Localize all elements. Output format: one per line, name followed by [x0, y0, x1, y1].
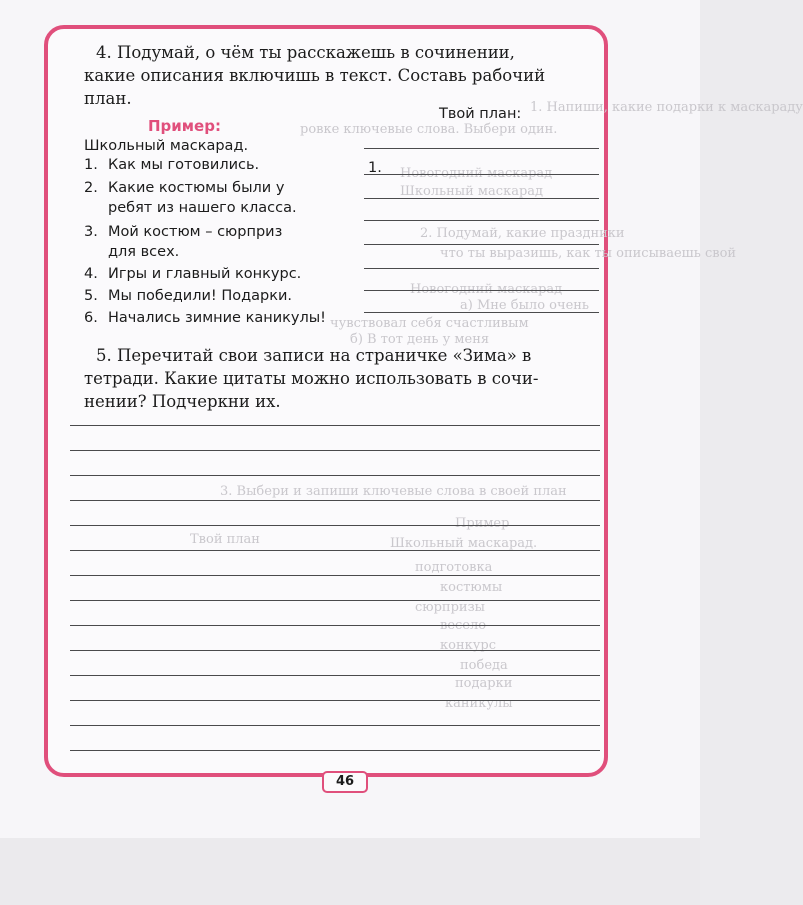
writing-line[interactable]	[70, 525, 600, 526]
bleed-text: Пример	[455, 516, 510, 531]
task-4-line: какие описания включишь в текст. Составь рабочий	[84, 66, 546, 85]
writing-line[interactable]	[70, 475, 600, 476]
bleed-text: Новогодний маскарад	[400, 166, 553, 181]
writing-line[interactable]	[70, 550, 600, 551]
example-item: для всех.	[108, 244, 180, 260]
page-bottom-margin	[0, 838, 700, 905]
example-item: 5. Мы победили! Подарки.	[84, 288, 293, 304]
task-4-line: 4. Подумай, о чём ты расскажешь в сочинении,	[96, 43, 515, 62]
task-5-line: 5. Перечитай свои записи на страничке «Зима» в	[96, 346, 532, 365]
plan-writing-line[interactable]	[364, 220, 599, 221]
bleed-text: б) В тот день у меня	[350, 332, 490, 347]
your-plan-number: 1.	[368, 160, 382, 176]
writing-line[interactable]	[70, 650, 600, 651]
bleed-text: весело	[440, 618, 487, 633]
plan-writing-line[interactable]	[364, 198, 599, 199]
bleed-text: 1. Напиши, какие подарки к маскараду	[530, 100, 803, 115]
bleed-text: Школьный маскарад.	[390, 536, 538, 551]
example-item: 4. Игры и главный конкурс.	[84, 266, 302, 282]
bleed-text: Твой план	[190, 532, 260, 547]
task-5-instruction	[84, 344, 596, 413]
writing-line[interactable]	[70, 425, 600, 426]
your-plan-heading: Твой план:	[439, 106, 522, 122]
plan-writing-line[interactable]	[364, 174, 599, 175]
task-5-line: тетради. Какие цитаты можно использовать в сочи-	[84, 369, 539, 388]
bleed-text: а) Мне было очень	[460, 298, 590, 313]
example-item: 2. Какие костюмы были у	[84, 180, 285, 196]
bleed-text: конкурс	[440, 638, 496, 653]
writing-line[interactable]	[70, 625, 600, 626]
writing-line[interactable]	[70, 750, 600, 751]
example-title: Школьный маскарад.	[84, 138, 249, 154]
bleed-text: костюмы	[440, 580, 503, 595]
bleed-text: каникулы	[445, 696, 513, 711]
bleed-text: сюрпризы	[415, 600, 486, 615]
bleed-text: победа	[460, 658, 508, 673]
bleed-text: Школьный маскарад	[400, 184, 544, 199]
writing-line[interactable]	[70, 600, 600, 601]
bleed-text: подарки	[455, 676, 513, 691]
plan-writing-line[interactable]	[364, 148, 599, 149]
writing-line[interactable]	[70, 450, 600, 451]
example-item: ребят из нашего класса.	[108, 200, 297, 216]
example-item: 3. Мой костюм – сюрприз	[84, 224, 283, 240]
plan-writing-line[interactable]	[364, 312, 599, 313]
writing-line[interactable]	[70, 575, 600, 576]
plan-writing-line[interactable]	[364, 244, 599, 245]
task-4-instruction	[84, 41, 596, 110]
bleed-text: Новогодний маскарад	[410, 282, 563, 297]
example-heading: Пример:	[148, 117, 221, 135]
page-number: 46	[322, 771, 368, 793]
bleed-text: ровке ключевые слова. Выбери один.	[300, 122, 558, 137]
writing-line[interactable]	[70, 725, 600, 726]
writing-line[interactable]	[70, 500, 600, 501]
bleed-text: подготовка	[415, 560, 493, 575]
plan-writing-line[interactable]	[364, 290, 599, 291]
bleed-text: чувствовал себя счастливым	[330, 316, 529, 331]
task-5-line: нении? Подчеркни их.	[84, 392, 281, 411]
bleed-text: 2. Подумай, какие праздники	[420, 226, 625, 241]
example-item: 6. Начались зимние каникулы!	[84, 310, 326, 326]
writing-line[interactable]	[70, 675, 600, 676]
example-item: 1. Как мы готовились.	[84, 157, 260, 173]
writing-line[interactable]	[70, 700, 600, 701]
bleed-text: 3. Выбери и запиши ключевые слова в своей план	[220, 484, 567, 499]
plan-writing-line[interactable]	[364, 268, 599, 269]
bleed-text: что ты выразишь, как ты описываешь свой	[440, 246, 737, 261]
task-4-line: план.	[84, 89, 132, 108]
